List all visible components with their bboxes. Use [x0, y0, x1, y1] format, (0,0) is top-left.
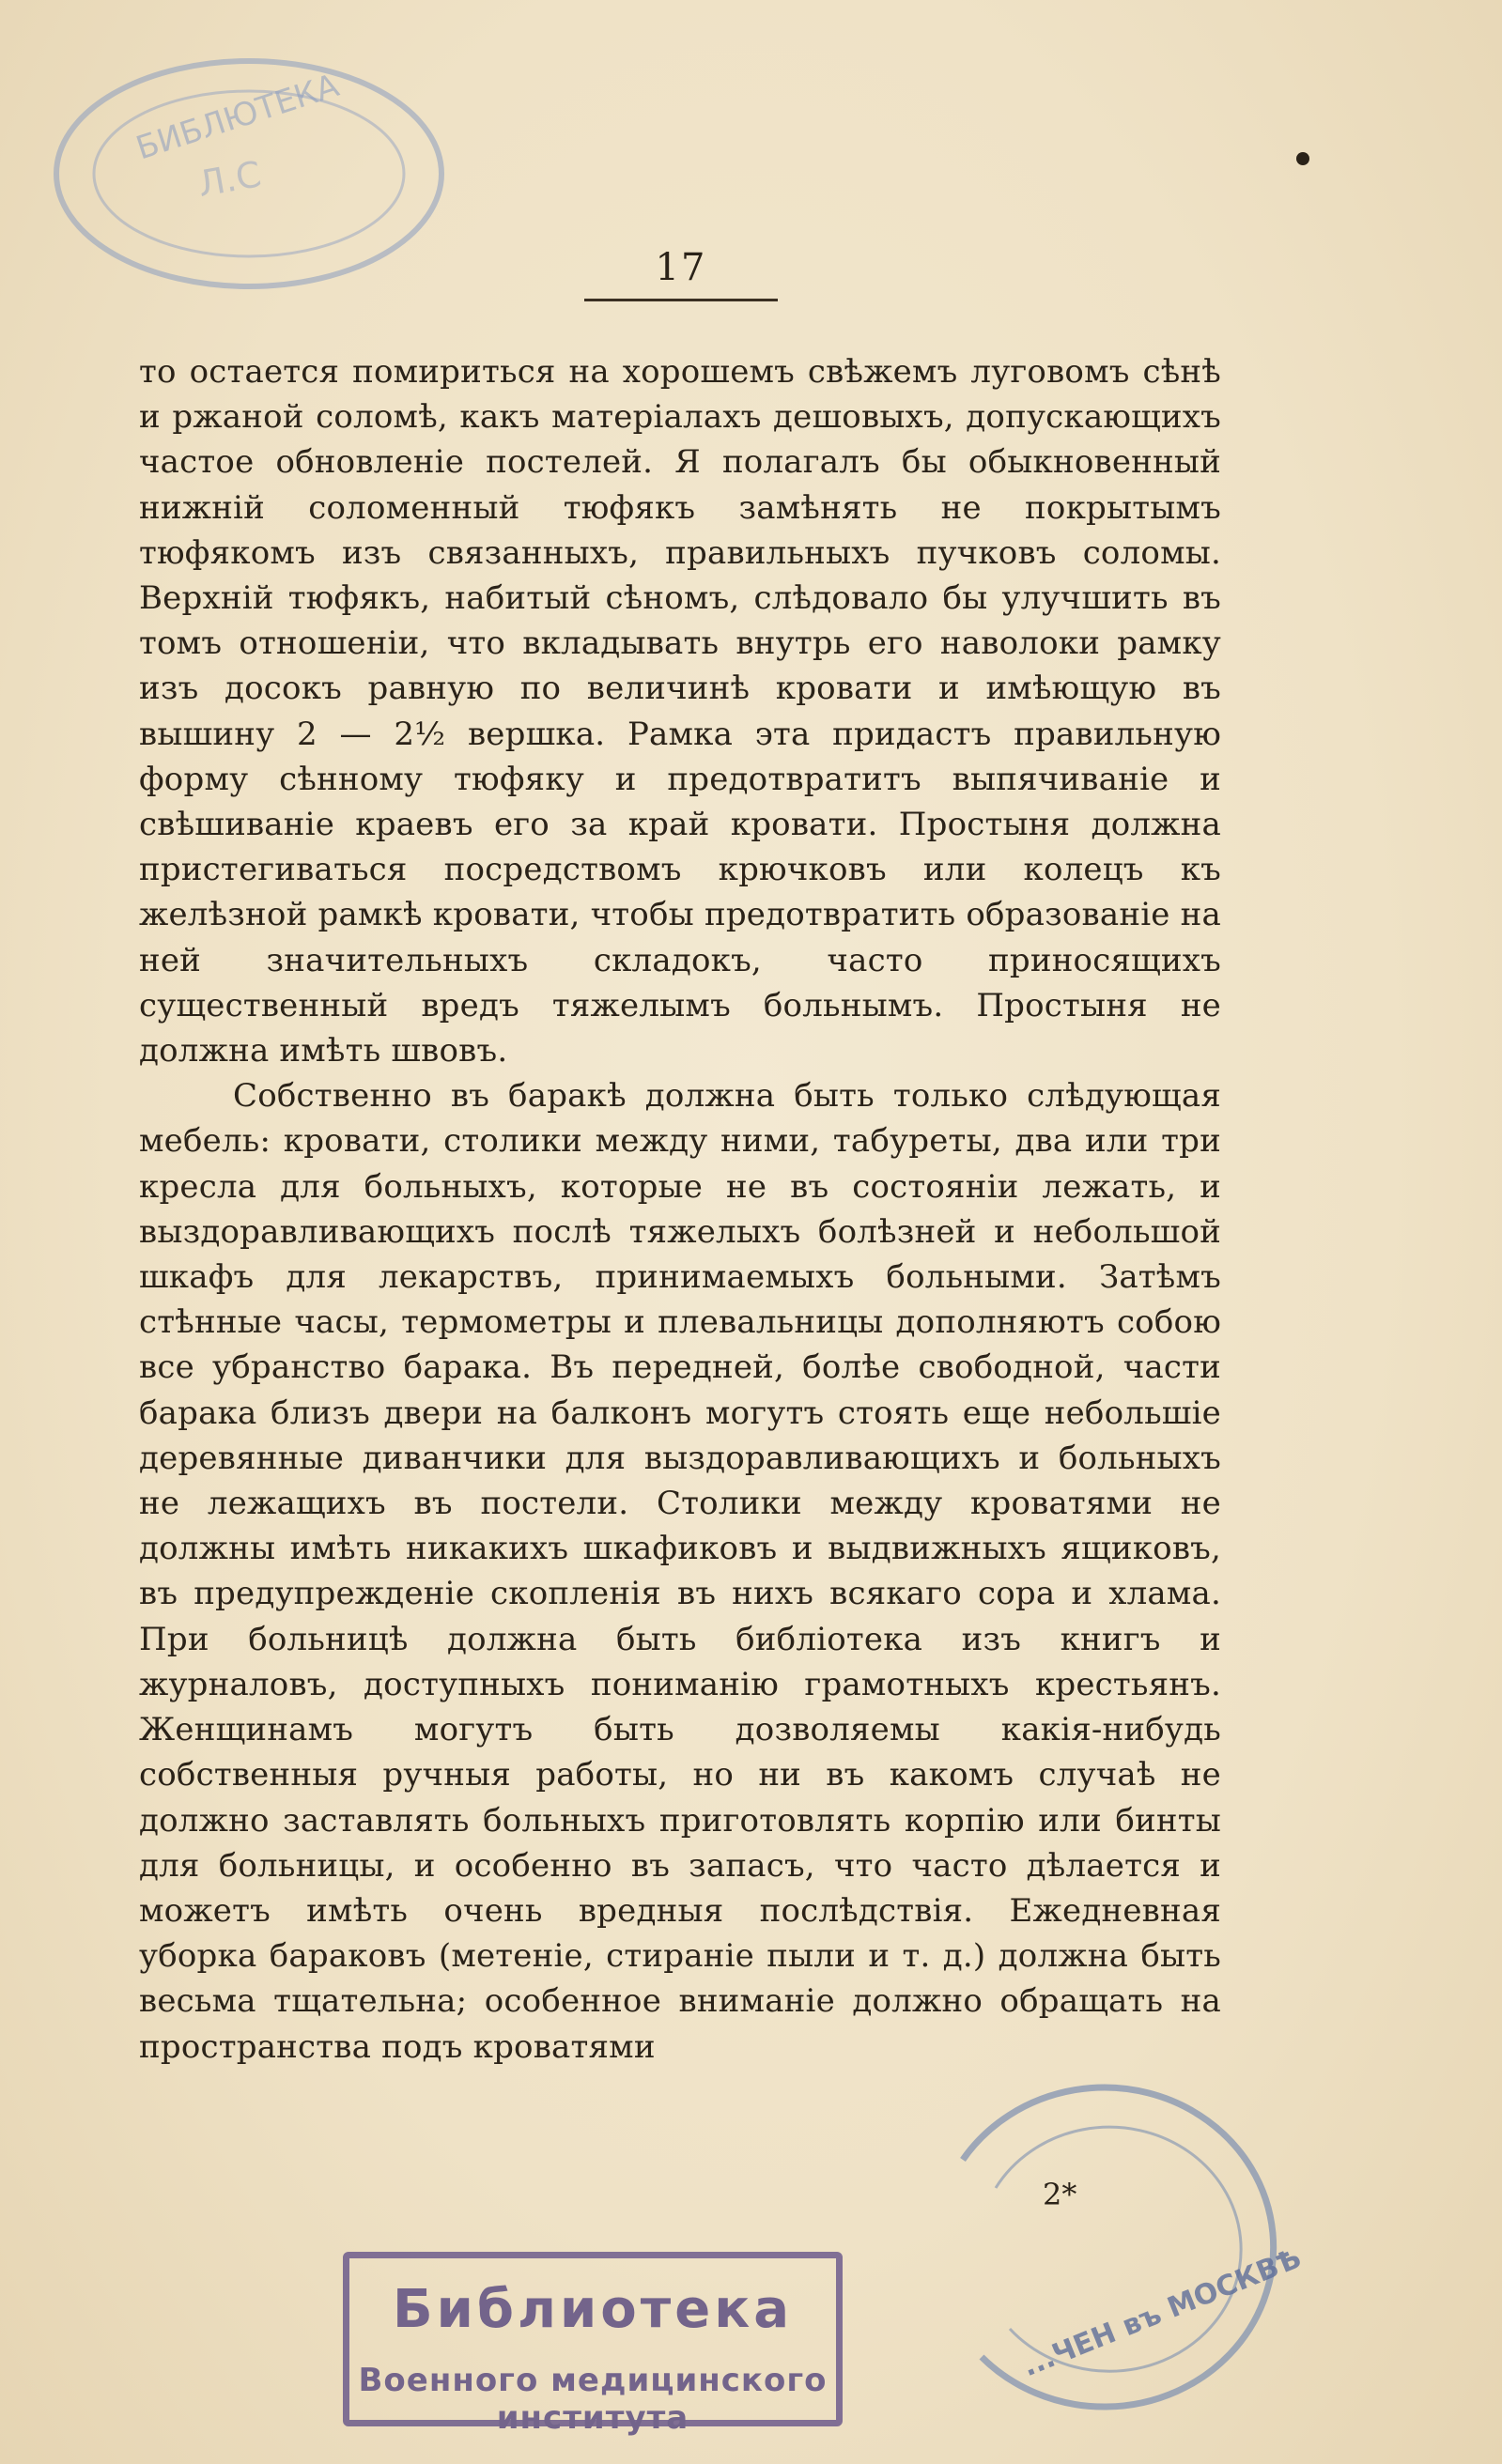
svg-text:БИБЛЮТЕКА: БИБЛЮТЕКА [132, 67, 344, 168]
svg-text:Л.С: Л.С [194, 153, 265, 206]
body-text [139, 349, 1221, 2070]
page-number-rule [584, 299, 778, 301]
stamp-line-2: Военного медицинского института [358, 2362, 828, 2437]
library-round-stamp [38, 38, 460, 310]
stamp-line-1: Библиотека [393, 2279, 793, 2340]
paragraph-1: то остается помириться на хорошемъ свѣжемъ луговомъ сѣнѣ и ржаной соломѣ, какъ матеріалахъ дешовыхъ, допускающихъ частое обновленіе постелей. Я полагалъ бы обыкновенный нижній соломенный тюфякъ замѣнять не покрытымъ тюфякомъ изъ связанныхъ, правильныхъ пучковъ соломы. Верхній тюфякъ, набитый сѣномъ, слѣдовало бы улучшить въ томъ отношеніи, что вкладывать внутрь его наволоки рамку изъ досокъ равную по величинѣ кровати и имѣющую въ вышину 2 — 2½ вершка. Рамка эта придастъ правильную форму сѣнному тюфяку и предотвратитъ выпячиваніе и свѣшиваніе краевъ его за край кровати. Простыня должна пристегиваться посредствомъ крючковъ или колецъ къ желѣзной рамкѣ кровати, чтобы предотвратить образованіе на ней значительныхъ складокъ, часто приносящихъ существенный вредъ тяжелымъ больнымъ. Простыня не должна имѣть швовъ. [139, 353, 1221, 1070]
ink-dot [1296, 152, 1309, 165]
round-stamp-text: ...ЧЕН въ МОСКВѢ [1017, 2241, 1307, 2384]
round-stamp-bottom [925, 2047, 1329, 2423]
paragraph-2: Собственно въ баракѣ должна быть только слѣдующая мебель: кровати, столики между ними, табуреты, два или три кресла для больныхъ, которые не въ состояніи лежать, и выздоравливающихъ послѣ тяжелыхъ болѣзней и небольшой шкафъ для лекарствъ, принимаемыхъ больными. Затѣмъ стѣнные часы, термометры и плевальницы дополняютъ собою все убранство барака. Въ передней, болѣе свободной, части барака близъ двери на балконъ могутъ стоять еще небольшіе деревянные диванчики для выздоравливающихъ и больныхъ не лежащихъ въ постели. Столики между кроватями не должны имѣть никакихъ шкафиковъ и выдвижныхъ ящиковъ, въ предупрежденіе скопленія въ нихъ всякаго сора и хлама. При больницѣ должна быть библіотека изъ книгъ и журналовъ, доступныхъ пониманію грамотныхъ крестьянъ. Женщинамъ могутъ быть дозволяемы какія-нибудь собственныя ручныя работы, но ни въ какомъ случаѣ не должно заставлять больныхъ приготовлять корпію или бинты для больницы, и особенно въ запасъ, что часто дѣлается и можетъ имѣть очень вредныя послѣдствія. Ежедневная уборка бараковъ (метеніе, стираніе пыли и т. д.) должна быть весьма тщательна; особенное вниманіе должно обращать на пространства подъ кроватями [139, 1077, 1221, 2066]
library-rectangular-stamp [343, 2252, 843, 2437]
signature-mark: 2* [1043, 2177, 1077, 2212]
page-number: 17 [655, 246, 707, 289]
